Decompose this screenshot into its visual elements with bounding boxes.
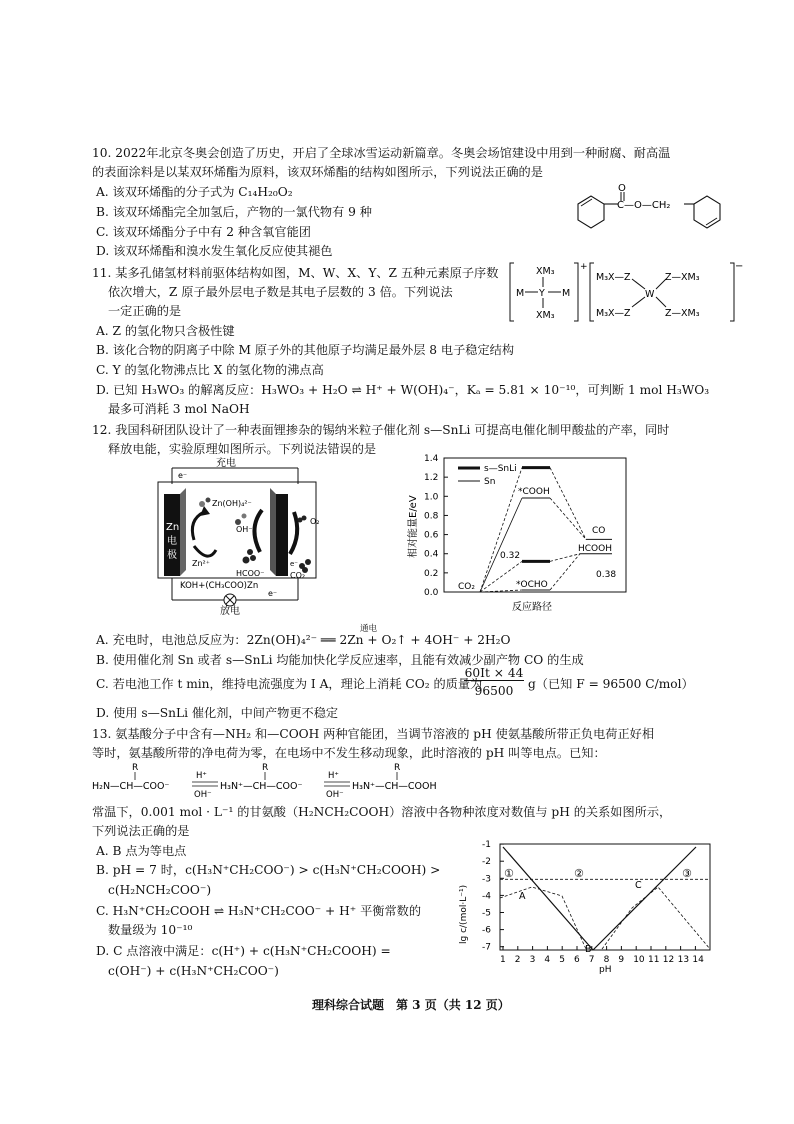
species-y-tick-label: -2 [482, 857, 491, 868]
energy-y-tick-label: 0.6 [424, 530, 439, 541]
q12-option-d: D. 使用 s—SnLi 催化剂，中间产物更不稳定 [96, 706, 339, 720]
species-x-tick-label: 13 [677, 955, 690, 965]
q12-option-c-denominator: 96500 [474, 684, 514, 698]
q11-option-a: A. Z 的氢化物只含极性键 [96, 324, 235, 338]
q11-stem-line2: 依次增大，Z 原子最外层电子数是其电子层数的 3 倍。下列说法 [108, 285, 453, 299]
q12-energy-chart [400, 450, 644, 618]
eq-r-3: R [394, 763, 401, 773]
q11-m-left: M [516, 288, 525, 299]
q11-structure-figure [508, 259, 744, 325]
q13-option-c-line1: C. H₃N⁺CH₂COOH ⇌ H₃N⁺CH₂COO⁻ + H⁺ 平衡常数的 [96, 904, 422, 918]
energy-y-tick-label: 1.0 [424, 492, 439, 503]
cell-electron-2: e⁻ [290, 560, 299, 568]
q13-option-c-line2: 数量级为 10⁻¹⁰ [108, 923, 193, 937]
energy-y-axis-label: 相对能量E/eV [408, 495, 419, 558]
eq-form-2: H₃N⁺—CH—COO⁻ [220, 781, 303, 792]
q10-stem-line2: 的表面涂料是以某双环烯酯为原料，该双环烯酯的结构如图所示，下列说法正确的是 [92, 165, 543, 179]
energy-y-tick-label: 1.4 [424, 454, 439, 465]
energy-x-axis-label: 反应路径 [512, 602, 552, 613]
cell-zn-label-3: 极 [167, 550, 177, 561]
q11-xm3-bottom: XM₃ [536, 310, 555, 321]
q12-option-c-post: g（已知 F = 96500 C/mol） [528, 677, 694, 691]
energy-hcooh-label: HCOOH [578, 544, 612, 554]
energy-y-tick-label: 0.8 [424, 511, 439, 522]
eq-r-1: R [132, 763, 139, 773]
species-y-tick-label: -4 [482, 891, 491, 902]
species-x-tick-label: 2 [514, 955, 521, 965]
q11-option-b: B. 该化合物的阴离子中除 M 原子外的其他原子均满足最外层 8 电子稳定结构 [96, 343, 515, 357]
species-point-c: C [635, 880, 642, 891]
eq-ohminus-2: OH⁻ [326, 790, 344, 800]
q11-plus-sign: + [580, 262, 588, 272]
eq-ohminus-1: OH⁻ [194, 790, 212, 800]
species-point-a: A [519, 891, 526, 902]
cell-discharge-label: 放电 [220, 606, 240, 617]
species-y-tick-label: -6 [482, 925, 491, 936]
energy-y-tick-label: 0.2 [424, 568, 439, 579]
q12-option-a [96, 632, 511, 649]
species-y-axis-label: lg c/(mol·L⁻¹) [459, 884, 469, 944]
eq-r-2: R [262, 763, 269, 773]
species-x-axis-label: pH [599, 965, 612, 975]
cell-o2-label: O₂ [310, 517, 320, 526]
q13-option-b-line2: c(H₂NCH₂COO⁻) [108, 883, 212, 897]
q11-zxm-bottom: Z—XM₃ [665, 308, 700, 319]
cell-electron-3: e⁻ [268, 589, 278, 598]
q11-zxm-top: Z—XM₃ [665, 272, 700, 283]
eq-hplus-2: H⁺ [328, 771, 339, 781]
cell-electron-1: e⁻ [178, 471, 188, 480]
cell-znoh4-label: Zn(OH)₄²⁻ [212, 499, 252, 508]
q12-option-b: B. 使用催化剂 Sn 或者 s—SnLi 均能加快化学反应速率，且能有效减少副产物 CO 的生成 [96, 653, 584, 667]
q11-stem-line3: 一定正确的是 [108, 304, 182, 318]
q12-cell-diagram [150, 454, 330, 617]
q13-option-d-line1: D. C 点溶液中满足：c(H⁺) + c(H₃N⁺CH₂COOH) = [96, 944, 391, 958]
q10-structure-figure [566, 182, 736, 252]
species-x-tick-label: 10 [633, 955, 645, 965]
species-curve-3: ③ [682, 867, 692, 880]
energy-y-tick-label: 0.0 [424, 588, 439, 598]
q13-stem-line1: 13. 氨基酸分子中含有—NH₂ 和—COOH 两种官能团，当调节溶液的 pH 使氨基酸所带正负电荷正好相 [92, 727, 655, 741]
energy-cooh-label: *COOH [518, 487, 550, 497]
species-x-tick-label: 6 [574, 955, 580, 965]
q13-option-a: A. B 点为等电点 [96, 844, 187, 858]
q10-option-d: D. 该双环烯酯和溴水发生氧化反应使其褪色 [96, 244, 333, 258]
species-y-tick-label: -3 [482, 874, 491, 885]
q11-mxz-bottom: M₃X—Z [596, 308, 631, 319]
q13-option-b-line1: B. pH = 7 时，c(H₃N⁺CH₂COO⁻) > c(H₃N⁺CH₂COOH) > [96, 863, 441, 877]
q12-stem-line2: 释放电能，实验原理如图所示。下列说法错误的是 [108, 442, 377, 456]
species-y-ticks [482, 840, 504, 953]
energy-legend-snli: s—SnLi [484, 464, 517, 474]
q12-option-a-text: A. 充电时，电池总反应为：2Zn(OH)₄²⁻ ══ 2Zn + O₂↑ + 4OH⁻ + 2H₂O [96, 633, 511, 647]
q12-option-a-condition: 通电 [360, 624, 378, 634]
cell-zn-label: Zn [166, 522, 180, 533]
cell-electrolyte-label: KOH+(CH₃COO)Zn [180, 581, 259, 591]
q11-option-c: C. Y 的氢化物沸点比 X 的氢化物的沸点高 [96, 363, 324, 377]
species-x-tick-label: 1 [500, 955, 506, 965]
species-x-tick-label: 7 [588, 955, 595, 965]
q10-option-a: A. 该双环烯酯的分子式为 C₁₄H₂₀O₂ [96, 185, 293, 199]
species-y-tick-label: -7 [482, 942, 491, 953]
eq-form-1: H₂N—CH—COO⁻ [92, 781, 170, 792]
q11-mxz-top: M₃X—Z [596, 272, 631, 283]
q10-option-b: B. 该双环烯酯完全加氢后，产物的一氯代物有 9 种 [96, 205, 372, 219]
q13-equilibrium-equation [92, 760, 492, 800]
species-x-tick-label: 12 [662, 955, 675, 965]
species-x-tick-label: 4 [544, 955, 551, 965]
q12-option-c-pre: C. 若电池工作 t min，维持电流强度为 I A，理论上消耗 CO₂ 的质量为 [96, 677, 483, 691]
species-curve-2: ② [574, 867, 584, 880]
species-y-tick-label: -1 [482, 840, 491, 851]
q13-option-d-line2: c(OH⁻) + c(H₃N⁺CH₂COO⁻) [108, 964, 279, 978]
species-x-tick-label: 5 [559, 955, 565, 965]
energy-legend-sn: Sn [484, 477, 496, 487]
species-x-tick-label: 11 [648, 955, 660, 965]
page-footer: 理科综合试题 第 3 页（共 12 页） [312, 998, 510, 1012]
q12-stem-line1: 12. 我国科研团队设计了一种表面锂掺杂的锡纳米粒子催化剂 s—SnLi 可提高电催化制甲酸盐的产率，同时 [92, 423, 670, 437]
energy-y-tick-label: 1.2 [424, 473, 439, 484]
eq-form-3: H₃N⁺—CH—COOH [352, 781, 437, 792]
q13-stem-line2: 等时，氨基酸所带的净电荷为零，在电场中不发生移动现象，此时溶液的 pH 叫等电点。已知： [92, 746, 606, 760]
eq-hplus-1: H⁺ [196, 771, 207, 781]
cell-oh-label: OH⁻ [236, 525, 253, 534]
energy-value-032: 0.32 [500, 551, 521, 561]
q11-w-atom: W [645, 289, 655, 300]
species-x-tick-label: 8 [603, 955, 610, 965]
q10-stem-line1: 10. 2022年北京冬奥会创造了历史，开启了全球冰雪运动新篇章。冬奥会场馆建设中用到一种耐腐、耐高温 [92, 146, 671, 160]
q11-minus-sign: − [735, 261, 744, 272]
q10-ester-label: C—O—CH₂ [617, 200, 671, 211]
q11-stem-line1: 11. 某多孔储氢材料前驱体结构如图，M、W、X、Y、Z 五种元素原子序数 [92, 266, 499, 280]
q13-stem-line4: 下列说法正确的是 [92, 824, 190, 838]
q13-stem-line3: 常温下，0.001 mol · L⁻¹ 的甘氨酸（H₂NCH₂COOH）溶液中各物种浓度对数值与 pH 的关系如图所示， [92, 805, 672, 819]
cell-co2-label: CO₂ [290, 571, 306, 580]
cell-zn2plus-label: Zn²⁺ [192, 559, 210, 568]
q11-option-d-line1: D. 已知 H₃WO₃ 的解离反应：H₃WO₃ + H₂O ⇌ H⁺ + W(OH)₄⁻，Kₐ = 5.81 × 10⁻¹⁰，可判断 1 mol H₃WO₃ [96, 383, 710, 397]
q10-option-c: C. 该双环烯酯分子中有 2 种含氧官能团 [96, 225, 311, 239]
q11-y-atom: Y [539, 288, 545, 299]
energy-ocho-label: *OCHO [516, 580, 548, 590]
energy-co-label: CO [592, 526, 606, 536]
energy-value-038: 0.38 [596, 570, 617, 580]
q11-xm3-top: XM₃ [536, 266, 555, 277]
q12-option-c-numerator: 60It × 44 [464, 666, 524, 680]
q13-species-chart [452, 836, 732, 976]
species-y-tick-label: -5 [482, 908, 491, 919]
q10-oxygen-label: O [618, 183, 626, 194]
species-x-tick-label: 3 [529, 955, 536, 965]
cell-hcoo-label: HCOO⁻ [236, 569, 265, 578]
q11-option-d-line2: 最多可消耗 3 mol NaOH [108, 402, 250, 416]
cell-charge-label: 充电 [216, 458, 236, 469]
species-x-tick-label: 9 [618, 955, 625, 965]
species-curve-1: ① [504, 867, 514, 880]
energy-co2-label: CO₂ [458, 582, 475, 592]
cell-zn-label-2: 电 [167, 536, 177, 547]
q11-m-right: M [562, 288, 571, 299]
energy-y-tick-label: 0.4 [424, 549, 439, 560]
species-x-tick-label: 14 [692, 955, 704, 965]
species-point-b: B [585, 944, 592, 955]
